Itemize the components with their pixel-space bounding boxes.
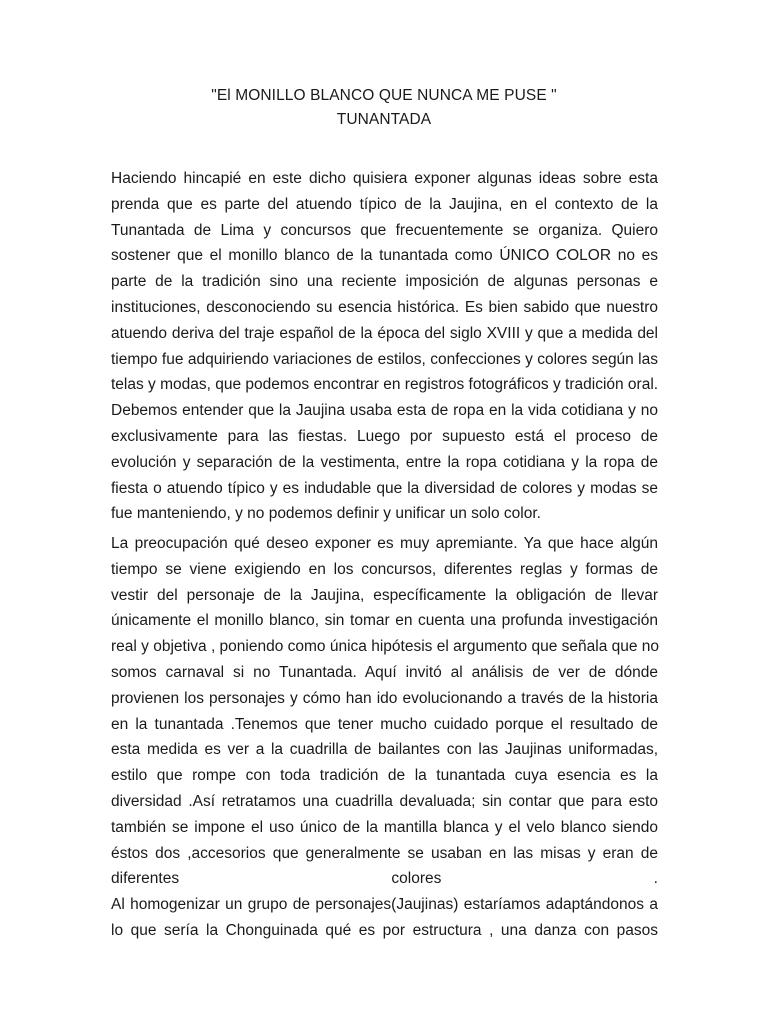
paragraph-line: vestir del personaje de la Jaujina, específicamente la obligación de llevar bbox=[111, 586, 658, 604]
paragraph-line: fue manteniendo, y no podemos definir y unificar un solo color. bbox=[111, 505, 541, 523]
paragraph-line: somos carnaval si no Tunantada. Aquí invitó al análisis de ver de dónde bbox=[111, 663, 658, 681]
paragraph-line: provienen los personajes y cómo han ido evolucionando a través de la historia bbox=[111, 689, 658, 707]
paragraph-line: tiempo fue adquiriendo variaciones de estilos, confecciones y colores según las bbox=[111, 350, 658, 368]
document-subtitle: TUNANTADA bbox=[336, 111, 432, 128]
paragraph-line: evolución y separación de la vestimenta, entre la ropa cotidiana y la ropa de bbox=[111, 453, 658, 471]
paragraph-line: diversidad .Así retratamos una cuadrilla devaluada; sin contar que para esto bbox=[111, 792, 658, 810]
paragraph-line: atuendo deriva del traje español de la época del siglo XVIII y que a medida del bbox=[111, 324, 658, 342]
paragraph-2 bbox=[111, 531, 658, 944]
paragraph-line: telas y modas, que podemos encontrar en registros fotográficos y tradición oral. bbox=[111, 376, 659, 394]
paragraph-line: diferentes colores . bbox=[111, 870, 658, 888]
paragraph-line: instituciones, desconociendo su esencia histórica. Es bien sabido que nuestro bbox=[111, 298, 658, 316]
paragraph-line: prenda que es parte del atuendo típico de la Jaujina, en el contexto de la bbox=[111, 195, 658, 213]
paragraph-line: lo que sería la Chonguinada qué es por estructura , una danza con pasos bbox=[111, 921, 658, 939]
paragraph-line: fiesta o atuendo típico y es indudable que la diversidad de colores y modas se bbox=[111, 479, 658, 497]
paragraph-line: Haciendo hincapié en este dicho quisiera exponer algunas ideas sobre esta bbox=[111, 170, 658, 187]
paragraph-line: exclusivamente para las fiestas. Luego por supuesto está el proceso de bbox=[111, 427, 658, 445]
paragraph-line: únicamente el monillo blanco, sin tomar en cuenta una profunda investigación bbox=[111, 612, 658, 630]
paragraph-line: en la tunantada .Tenemos que tener mucho cuidado porque el resultado de bbox=[111, 715, 658, 733]
paragraph-line: Al homogenizar un grupo de personajes(Jaujinas) estaríamos adaptándonos a bbox=[111, 896, 658, 914]
paragraph-line: tiempo se viene exigiendo en los concursos, diferentes reglas y formas de bbox=[111, 560, 658, 578]
paragraph-line: La preocupación qué deseo exponer es muy apremiante. Ya que hace algún bbox=[111, 535, 658, 552]
paragraph-line: éstos dos ,accesorios que generalmente se usaban en las misas y eran de bbox=[111, 844, 658, 862]
paragraph-line: parte de la tradición sino una reciente imposición de algunas personas e bbox=[111, 273, 658, 291]
paragraph-line: Tunantada de Lima y concursos que frecuentemente se organiza. Quiero bbox=[111, 221, 658, 239]
paragraph-line: estilo que rompe con toda tradición de la tunantada cuya esencia es la bbox=[111, 767, 658, 785]
paragraph-line: esta medida es ver a la cuadrilla de bailantes con las Jaujinas uniformadas, bbox=[111, 741, 658, 759]
document-title: "El MONILLO BLANCO QUE NUNCA ME PUSE " bbox=[211, 87, 557, 104]
paragraph-line: sostener que el monillo blanco de la tunantada como ÚNICO COLOR no es bbox=[111, 247, 658, 265]
paragraph-line: Debemos entender que la Jaujina usaba esta de ropa en la vida cotidiana y no bbox=[111, 402, 658, 420]
paragraph-line: también se impone el uso único de la mantilla blanca y el velo blanco siendo bbox=[111, 818, 658, 836]
paragraph-line: real y objetiva , poniendo como única hipótesis el argumento que señala que no bbox=[111, 638, 660, 656]
paragraph-1 bbox=[111, 166, 658, 527]
